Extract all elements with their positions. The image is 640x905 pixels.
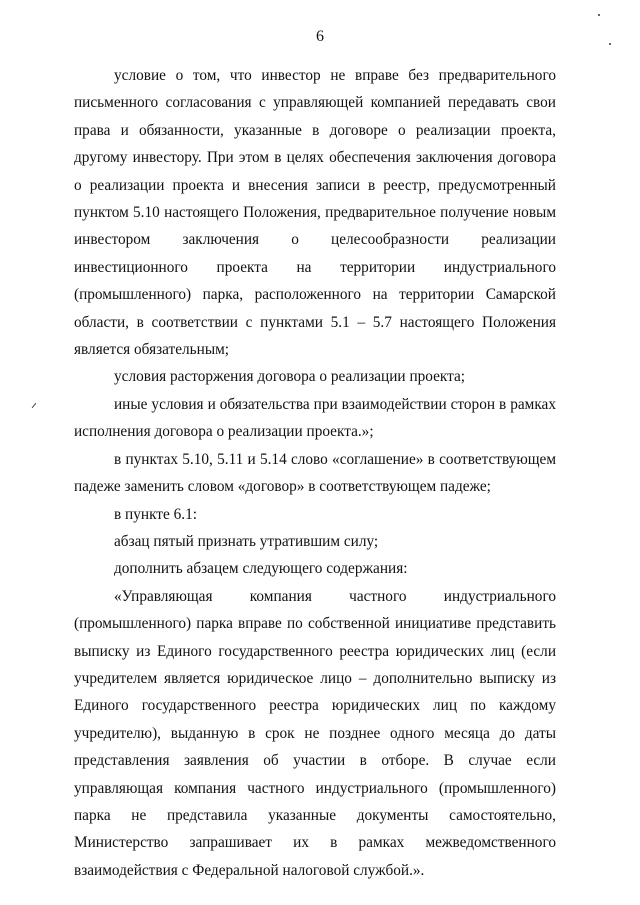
document-body xyxy=(74,62,556,884)
paragraph: иные условия и обязательства при взаимодействии сторон в рамках исполнения договора о реализации проекта.»; xyxy=(74,395,556,441)
paragraph: условия расторжения договора о реализации проекта; xyxy=(114,368,466,386)
paragraph: дополнить абзацем следующего содержания: xyxy=(114,560,408,578)
paragraph: в пункте 6.1: xyxy=(114,505,197,523)
scan-speck xyxy=(598,14,600,16)
paragraph: в пунктах 5.10, 5.11 и 5.14 слово «соглашение» в соответствующем падеже заменить словом «договор» в соответствующем падеже; xyxy=(74,450,556,496)
page-number: 6 xyxy=(316,28,324,45)
scan-speck xyxy=(609,43,611,45)
paragraph: «Управляющая компания частного индустриального (промышленного) парка вправе по собственной инициативе представить выписку из Единого государственного реестра юридических лиц (если учредителем является юридическое лицо – дополнительно выписку из Единого государственного реестра юридических лиц по каждому учредителю), выданную в срок не позднее одного месяца до даты представления заявления об участии в отборе. В случае если управляющая компания частного индустриального (промышленного) парка не представила указанные документы самостоятельно, Министерство запрашивает их в рамках межведомственного взаимодействия с Федеральной налоговой службой.». xyxy=(74,587,556,879)
margin-mark xyxy=(32,403,37,408)
paragraph: условие о том, что инвестор не вправе без предварительного письменного согласования с управляющей компанией передавать свои права и обязанности, указанные в договоре о реализации проекта, другому инвестору. При этом в целях обеспечения заключения договора о реализации проекта и внесения записи в реестр, предусмотренный пунктом 5.10 настоящего Положения, предварительное получение новым инвестором заключения о целесообразности реализации инвестиционного проекта на территории индустриального (промышленного) парка, расположенного на территории Самарской области, в соответствии с пунктами 5.1 – 5.7 настоящего Положения является обязательным; xyxy=(74,67,556,359)
paragraph: абзац пятый признать утратившим силу; xyxy=(114,532,379,550)
